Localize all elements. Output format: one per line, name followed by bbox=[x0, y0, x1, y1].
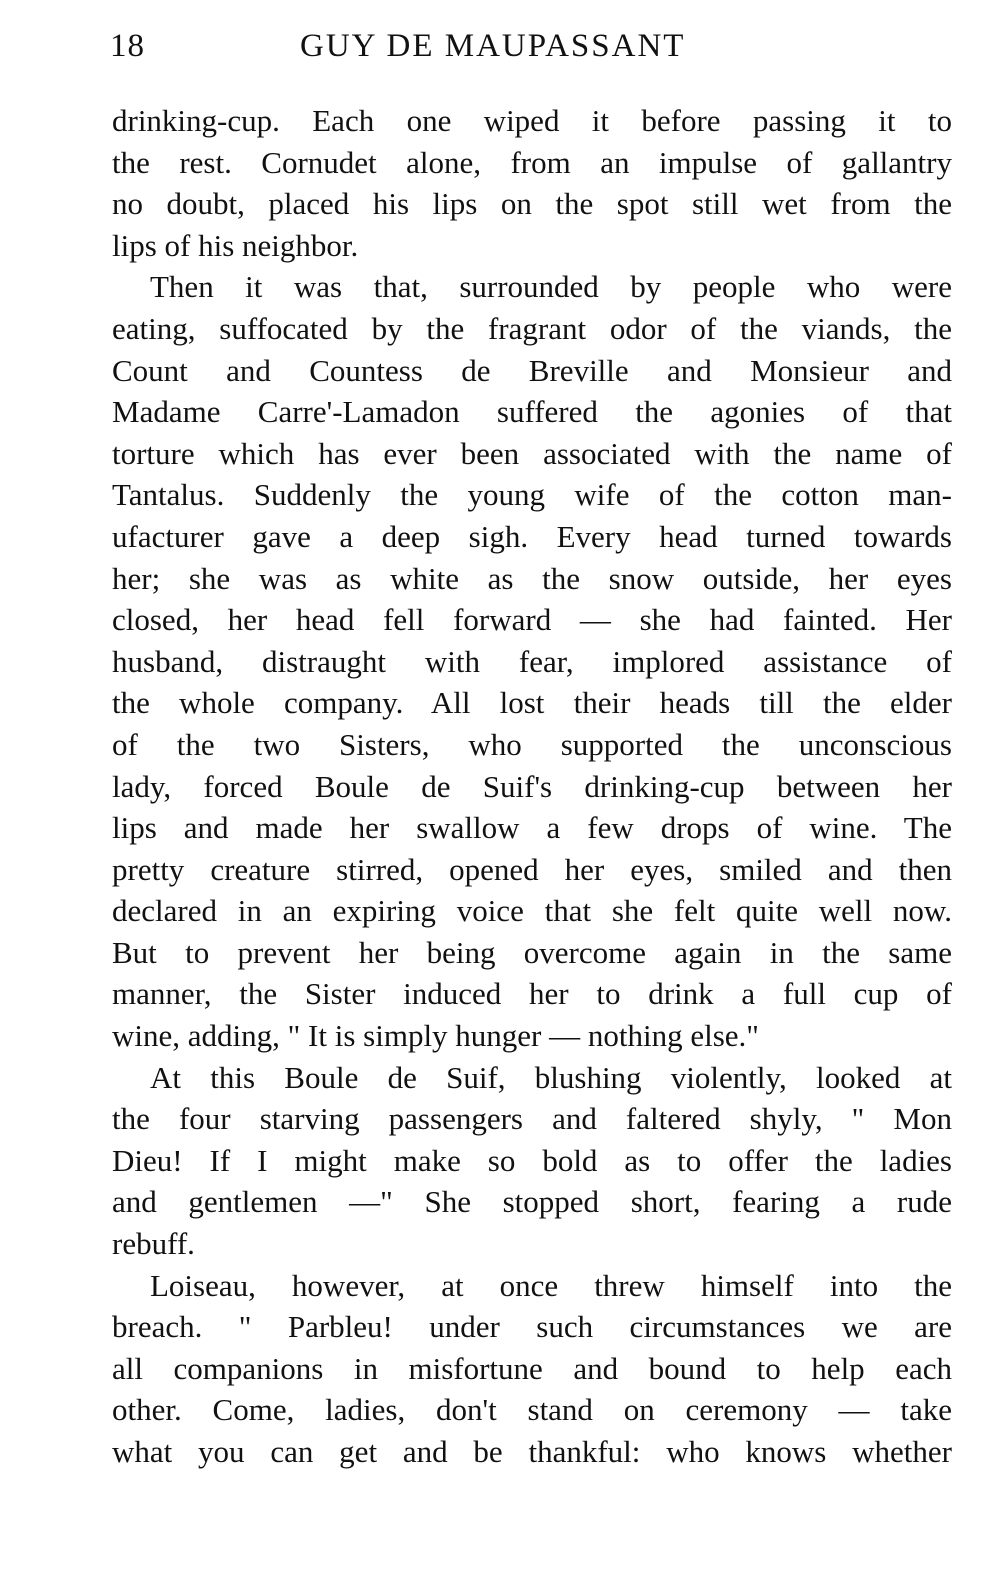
body-text bbox=[112, 100, 952, 1473]
text-line: eating, suffocated by the fragrant odor of the viands, the bbox=[112, 310, 952, 346]
text-line: breach. " Parbleu! under such circumstances we are bbox=[112, 1309, 952, 1345]
text-line: pretty creature stirred, opened her eyes, smiled and then bbox=[112, 851, 952, 887]
text-line: lips of his neighbor. bbox=[112, 227, 359, 263]
text-line: other. Come, ladies, don't stand on ceremony — take bbox=[112, 1392, 952, 1428]
text-line: Dieu! If I might make so bold as to offer the ladies bbox=[112, 1142, 952, 1178]
text-line: Madame Carre'-Lamadon suffered the agonies of that bbox=[112, 394, 952, 430]
text-line: no doubt, placed his lips on the spot still wet from the bbox=[112, 186, 952, 222]
text-line: Loiseau, however, at once threw himself into the bbox=[150, 1267, 952, 1303]
running-head: GUY DE MAUPASSANT bbox=[300, 28, 686, 64]
text-line: the whole company. All lost their heads till the elder bbox=[112, 685, 952, 721]
text-line: and gentlemen —" She stopped short, fearing a rude bbox=[112, 1184, 952, 1220]
text-line: Tantalus. Suddenly the young wife of the cotton man- bbox=[112, 477, 952, 513]
text-line: the four starving passengers and faltered shyly, " Mon bbox=[112, 1101, 952, 1137]
text-line: At this Boule de Suif, blushing violently, looked at bbox=[150, 1059, 952, 1095]
text-line: what you can get and be thankful: who knows whether bbox=[112, 1434, 952, 1469]
text-line: rebuff. bbox=[112, 1226, 195, 1262]
text-line: drinking-cup. Each one wiped it before passing it to bbox=[112, 103, 952, 138]
text-line: But to prevent her being overcome again in the same bbox=[112, 934, 952, 970]
text-line: closed, her head fell forward — she had fainted. Her bbox=[112, 602, 952, 638]
text-line: the rest. Cornudet alone, from an impulse of gallantry bbox=[112, 144, 952, 180]
text-line: lady, forced Boule de Suif's drinking-cup between her bbox=[112, 768, 952, 804]
page-number: 18 bbox=[110, 28, 145, 64]
text-line: her; she was as white as the snow outside, her eyes bbox=[112, 560, 952, 596]
text-line: of the two Sisters, who supported the unconscious bbox=[112, 726, 952, 762]
text-line: manner, the Sister induced her to drink a full cup of bbox=[112, 976, 952, 1012]
text-line: lips and made her swallow a few drops of wine. The bbox=[112, 810, 952, 846]
text-line: declared in an expiring voice that she felt quite well now. bbox=[112, 893, 952, 929]
text-line: Count and Countess de Breville and Monsieur and bbox=[112, 352, 952, 388]
text-line: Then it was that, surrounded by people who were bbox=[150, 269, 952, 305]
page-header bbox=[110, 28, 950, 74]
text-line: torture which has ever been associated with the name of bbox=[112, 435, 952, 471]
text-line: wine, adding, " It is simply hunger — nothing else." bbox=[112, 1018, 759, 1054]
text-line: husband, distraught with fear, implored assistance of bbox=[112, 643, 952, 679]
text-line: all companions in misfortune and bound to help each bbox=[112, 1350, 952, 1386]
text-line: ufacturer gave a deep sigh. Every head turned towards bbox=[112, 518, 952, 554]
